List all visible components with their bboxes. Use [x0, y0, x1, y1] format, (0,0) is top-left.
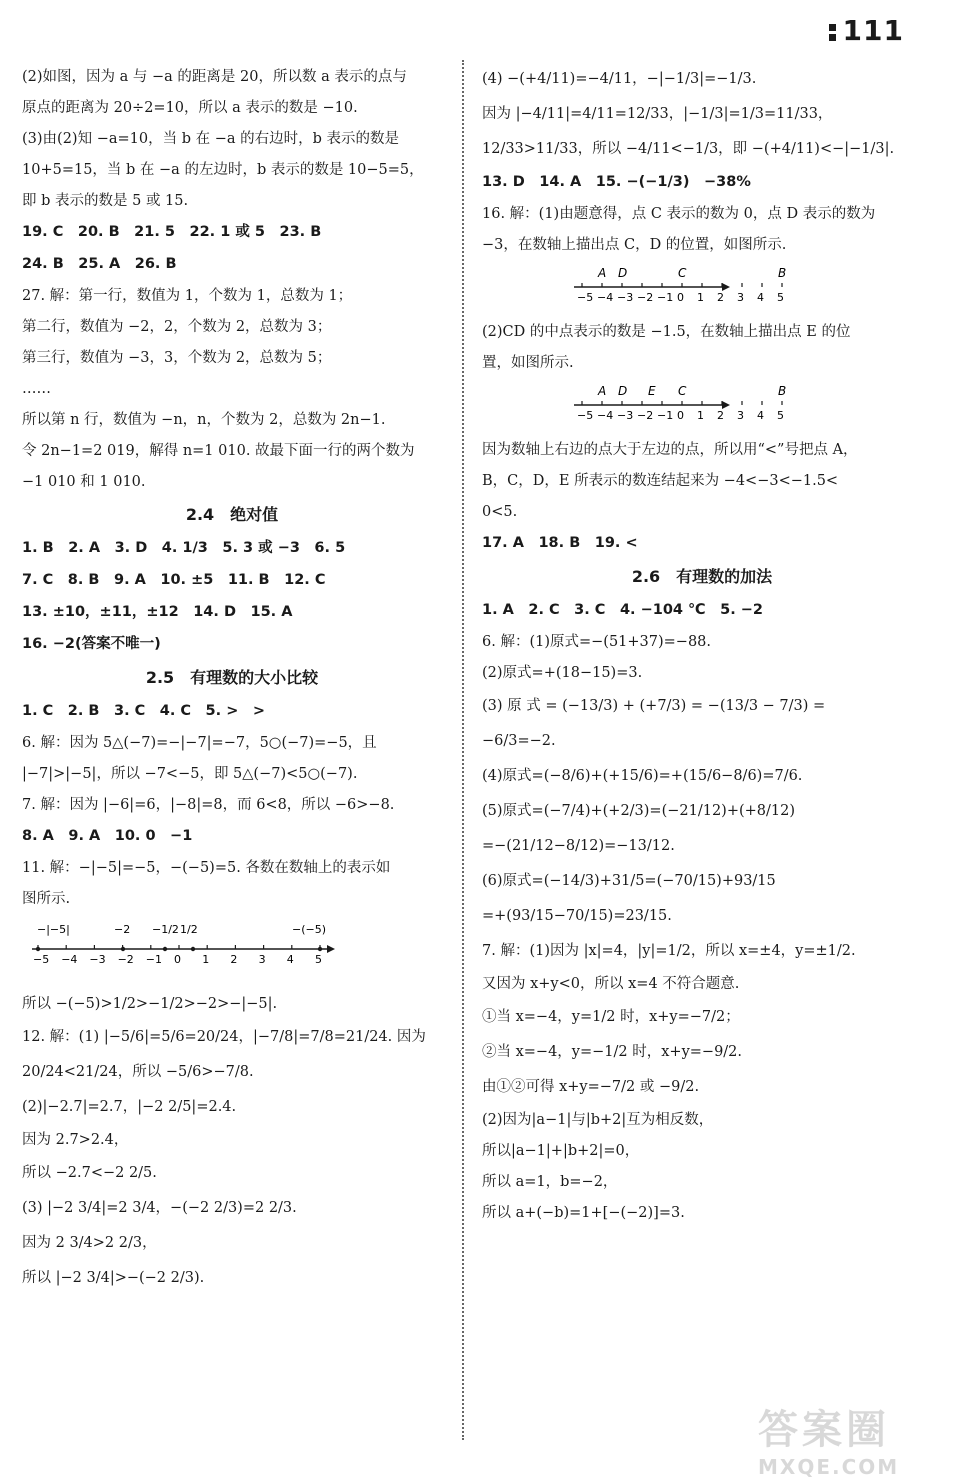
point-label: B	[778, 384, 787, 398]
text-line: 所以 −2.7<−2 2/5.	[22, 1165, 157, 1181]
text-line: 20/24<21/24，所以 −5/6>−7/8.	[22, 1064, 254, 1080]
tick-label: 5	[777, 409, 784, 422]
text-line: (2)如图，因为 a 与 −a 的距离是 20，所以数 a 表示的点与	[22, 69, 407, 85]
point-label: A	[598, 266, 607, 280]
number-line-16a	[482, 265, 922, 309]
arrow-right-icon	[722, 283, 730, 291]
text-line: (2)因为|a−1|与|b+2|互为相反数，	[482, 1112, 714, 1128]
text-line: 令 2n−1=2 019，解得 n=1 010. 故最下面一行的两个数为	[22, 443, 415, 459]
answer-line: 8. A 9. A 10. 0 −1	[22, 828, 193, 844]
tick-label: −1	[145, 953, 163, 966]
text-line: ②当 x=−4，y=−1/2 时，x+y=−9/2.	[482, 1044, 743, 1060]
answer-line: 7. C 8. B 9. A 10. ±5 11. B 12. C	[22, 572, 326, 588]
point-label: −2	[114, 923, 131, 936]
tick-label: −1	[657, 409, 674, 422]
text-line: 因为 2.7>2.4，	[22, 1132, 129, 1148]
point-label: −1/2	[152, 923, 179, 936]
answer-line: 13. ±10，±11，±12 14. D 15. A	[22, 604, 293, 620]
number-line-11	[22, 919, 442, 981]
answer-line: 1. C 2. B 3. C 4. C 5. > >	[22, 703, 266, 719]
left-column	[22, 66, 442, 1300]
text-line: 原点的距离为 20÷2=10，所以 a 表示的数是 −10.	[22, 100, 358, 116]
answer-line: 1. A 2. C 3. C 4. −104 ℃ 5. −2	[482, 602, 763, 618]
tick-label: 2	[230, 953, 238, 966]
text-line: 7. 解：(1)因为 |x|=4，|y|=1/2，所以 x=±4，y=±1/2.	[482, 943, 856, 959]
tick-label: 3	[737, 409, 744, 422]
answer-line: 1. B 2. A 3. D 4. 1/3 5. 3 或 −3 6. 5	[22, 540, 346, 556]
page-number: 111	[829, 14, 904, 47]
text-line: 第三行，数值为 −3，3，个数为 2，总数为 5；	[22, 350, 332, 366]
text-line: 12. 解：(1) |−5/6|=5/6=20/24，|−7/8|=7/8=21/24. 因为	[22, 1029, 426, 1045]
tick-label: −5	[33, 953, 50, 966]
point-dot	[121, 947, 125, 951]
tick-label: −2	[637, 291, 654, 304]
text-line: B，C，D，E 所表示的数连结起来为 −4<−3<−1.5<	[482, 473, 839, 489]
text-line: ……	[22, 381, 51, 397]
text-line: 因为 |−4/11|=4/11=12/33，|−1/3|=1/3=11/33，	[482, 106, 833, 122]
tick-label: −3	[617, 291, 634, 304]
tick-label: 5	[315, 953, 322, 966]
point-label: A	[598, 384, 607, 398]
point-dot	[36, 947, 40, 951]
tick-label: −5	[577, 291, 594, 304]
text-line: 所以 −(−5)>1/2>−1/2>−2>−|−5|.	[22, 996, 278, 1012]
text-line: 所以 a=1，b=−2，	[482, 1174, 618, 1190]
text-line: 10+5=15，当 b 在 −a 的左边时，b 表示的数是 10−5=5，	[22, 162, 424, 178]
section-heading: 2.6 有理数的加法	[631, 567, 773, 586]
point-label: D	[618, 384, 628, 398]
tick-label: 4	[286, 953, 294, 966]
text-line: (2)原式=+(18−15)=3.	[482, 665, 643, 681]
text-line: =−(21/12−8/12)=−13/12.	[482, 838, 675, 854]
point-dot	[318, 947, 322, 951]
text-line: 因为数轴上右边的点大于左边的点，所以用“<”号把点 A，	[482, 442, 858, 458]
text-line: −1 010 和 1 010.	[22, 474, 146, 490]
tick-label: 2	[717, 291, 724, 304]
text-line: 12/33>11/33，所以 −4/11<−1/3，即 −(+4/11)<−|−1/3|.	[482, 141, 895, 157]
point-label: −(−5)	[292, 923, 327, 936]
tick-label: −2	[117, 953, 134, 966]
text-line: 所以 |−2 3/4|>−(−2 2/3).	[22, 1270, 205, 1286]
tick-label: −2	[637, 409, 654, 422]
page-marker-icon	[829, 21, 837, 44]
text-line: (4) −(+4/11)=−4/11，−|−1/3|=−1/3.	[482, 71, 757, 87]
tick-label: 0	[677, 291, 684, 304]
tick-label: 4	[757, 291, 764, 304]
tick-label: 1	[697, 409, 704, 422]
tick-label: −3	[89, 953, 106, 966]
tick-label: −4	[597, 291, 614, 304]
point-label: C	[678, 266, 687, 280]
text-line: 所以|a−1|+|b+2|=0，	[482, 1143, 640, 1159]
tick-label: 1	[697, 291, 704, 304]
tick-label: −5	[577, 409, 594, 422]
text-line: |−7|>|−5|，所以 −7<−5，即 5△(−7)<5○(−7).	[22, 766, 358, 782]
point-label: B	[778, 266, 787, 280]
tick-label: 5	[777, 291, 784, 304]
text-line: 由①②可得 x+y=−7/2 或 −9/2.	[482, 1079, 700, 1095]
number-line-16b	[482, 383, 922, 427]
number-line-svg	[22, 919, 342, 977]
text-line: (5)原式=(−7/4)+(+2/3)=(−21/12)+(+8/12)	[482, 803, 796, 819]
right-column	[482, 66, 922, 1233]
text-line: 27. 解：第一行，数值为 1，个数为 1，总数为 1；	[22, 288, 353, 304]
tick-label: 4	[757, 409, 764, 422]
text-line: 所以第 n 行，数值为 −n，n，个数为 2，总数为 2n−1.	[22, 412, 386, 428]
text-line: −6/3=−2.	[482, 733, 556, 749]
tick-label: −1	[657, 291, 674, 304]
text-line: 第二行，数值为 −2，2，个数为 2，总数为 3；	[22, 319, 332, 335]
text-line: (3) |−2 3/4|=2 3/4，−(−2 2/3)=2 2/3.	[22, 1200, 297, 1216]
text-line: 所以 a+(−b)=1+[−(−2)]=3.	[482, 1205, 685, 1221]
answer-line: 17. A 18. B 19. <	[482, 535, 638, 551]
tick-label: −4	[597, 409, 614, 422]
tick-label: −3	[617, 409, 634, 422]
point-dot	[191, 947, 195, 951]
text-line: 因为 2 3/4>2 2/3，	[22, 1235, 157, 1251]
text-line: 6. 解：因为 5△(−7)=−|−7|=−7，5○(−7)=−5，且	[22, 735, 377, 751]
text-line: 0<5.	[482, 504, 518, 520]
answer-line: 16. −2(答案不唯一)	[22, 636, 161, 652]
tick-label: 1	[202, 953, 210, 966]
text-line: (3) 原 式 = (−13/3) + (+7/3) = −(13/3 − 7/3) =	[482, 698, 826, 714]
tick-label: 2	[717, 409, 724, 422]
point-label: D	[618, 266, 628, 280]
watermark-url: MXQE.COM	[758, 1455, 900, 1479]
point-label: 1/2	[180, 923, 198, 936]
text-line: 置，如图所示.	[482, 355, 574, 371]
column-divider	[462, 60, 464, 1440]
point-dot	[163, 947, 167, 951]
text-line: (4)原式=(−8/6)+(+15/6)=+(15/6−8/6)=7/6.	[482, 768, 803, 784]
tick-label: 3	[258, 953, 266, 966]
answer-line: 19. C 20. B 21. 5 22. 1 或 5 23. B	[22, 224, 322, 240]
text-line: 7. 解：因为 |−6|=6，|−8|=8，而 6<8，所以 −6>−8.	[22, 797, 395, 813]
watermark-logo	[758, 1398, 948, 1479]
text-line: 图所示.	[22, 891, 71, 907]
text-line: =+(93/15−70/15)=23/15.	[482, 908, 672, 924]
text-line: (2)|−2.7|=2.7，|−2 2/5|=2.4.	[22, 1099, 237, 1115]
arrow-right-icon	[327, 945, 335, 953]
section-heading: 2.4 绝对值	[185, 505, 279, 524]
section-heading: 2.5 有理数的大小比较	[145, 668, 319, 687]
text-line: 即 b 表示的数是 5 或 15.	[22, 193, 189, 209]
text-line: 又因为 x+y<0，所以 x=4 不符合题意.	[482, 976, 740, 992]
tick-label: 0	[677, 409, 684, 422]
text-line: (3)由(2)知 −a=10，当 b 在 −a 的右边时，b 表示的数是	[22, 131, 399, 147]
tick-label: 3	[737, 291, 744, 304]
answer-line: 24. B 25. A 26. B	[22, 256, 177, 272]
text-line: 11. 解：−|−5|=−5，−(−5)=5. 各数在数轴上的表示如	[22, 860, 391, 876]
tick-label: 0	[174, 953, 181, 966]
answer-line: 13. D 14. A 15. −(−1/3) −38%	[482, 174, 751, 190]
point-label: −|−5|	[37, 923, 70, 936]
text-line: −3，在数轴上描出点 C，D 的位置，如图所示.	[482, 237, 787, 253]
text-line: ①当 x=−4，y=1/2 时，x+y=−7/2；	[482, 1009, 740, 1025]
point-label: C	[678, 384, 687, 398]
number-line-svg	[482, 265, 787, 305]
text-line: 6. 解：(1)原式=−(51+37)=−88.	[482, 634, 712, 650]
watermark-text: 答案圈	[758, 1407, 890, 1453]
point-label: E	[648, 384, 656, 398]
tick-label: −4	[61, 953, 78, 966]
number-line-svg	[482, 383, 787, 423]
text-line: (2)CD 的中点表示的数是 −1.5，在数轴上描出点 E 的位	[482, 324, 851, 340]
text-line: (6)原式=(−14/3)+31/5=(−70/15)+93/15	[482, 873, 776, 889]
text-line: 16. 解：(1)由题意得，点 C 表示的数为 0，点 D 表示的数为	[482, 206, 876, 222]
arrow-right-icon	[722, 401, 730, 409]
